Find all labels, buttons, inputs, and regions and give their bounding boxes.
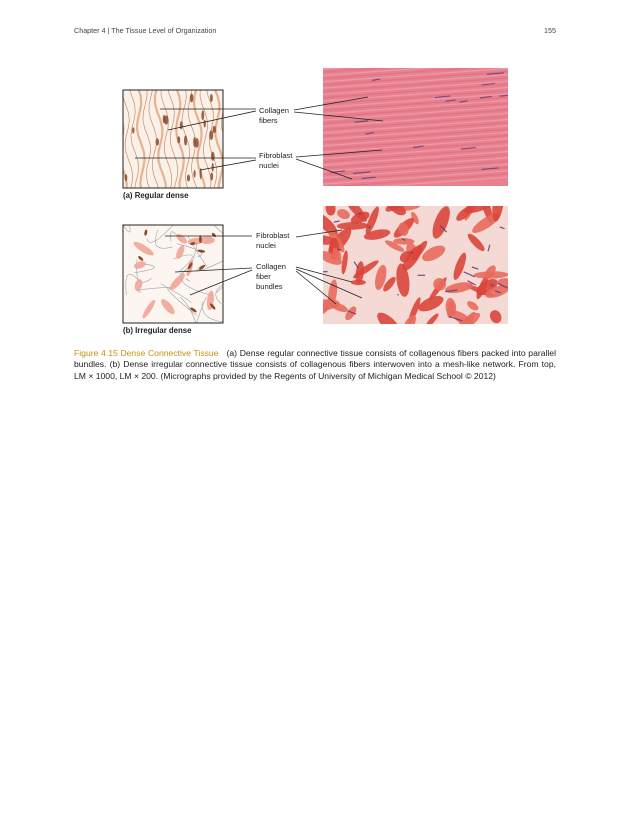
figure-4-15	[0, 0, 630, 340]
panel-b-caption: (b) Irregular dense	[123, 326, 192, 335]
label-b-collagen-1: Collagen	[256, 262, 286, 271]
figure-caption-text: (a) Dense regular connective tissue consists of collagenous fibers packed into parallel bundles. (b) Dense irregular connective tissue consists of collagenous fibers interwoven into a mesh-like network. From top, LM × 1000, LM × 200. (Micrographs provided by the Regents of University of Michigan Medical School © 2012)	[74, 348, 557, 381]
label-collagen-fibers-1: Collagen	[259, 106, 289, 115]
panel-a-caption: (a) Regular dense	[123, 191, 189, 200]
figure-illustration	[0, 0, 630, 340]
label-fibroblast-nuclei-2: nuclei	[259, 161, 279, 170]
label-b-collagen-2: fiber	[256, 272, 271, 281]
page-number: 155	[544, 26, 556, 35]
label-collagen-fibers-2: fibers	[259, 116, 278, 125]
regular-dense-illustration	[116, 88, 237, 192]
figure-caption-title: Figure 4.15 Dense Connective Tissue	[74, 348, 219, 358]
irregular-dense-illustration	[102, 197, 254, 340]
label-b-fibroblast-1: Fibroblast	[256, 231, 290, 240]
label-b-collagen-3: bundles	[256, 282, 283, 291]
irregular-dense-micrograph	[305, 186, 520, 338]
chapter-title: Chapter 4 | The Tissue Level of Organization	[74, 26, 217, 35]
label-b-fibroblast-2: nuclei	[256, 241, 276, 250]
regular-dense-micrograph	[320, 52, 514, 191]
label-fibroblast-nuclei-1: Fibroblast	[259, 151, 293, 160]
figure-caption	[74, 348, 556, 382]
